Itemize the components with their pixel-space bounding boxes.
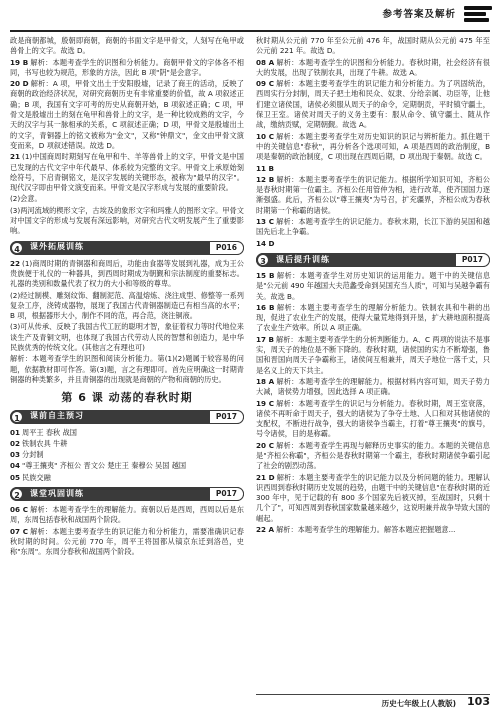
answer-text: 解析：本题考查学生的识记与分析能力。春秋时期，周王室衰落，诸侯不再听命于周天子，强大的诸侯为了争夺土地、人口和对其他诸侯的支配权，不断进行战争，强大的诸侯争当霸主，打着"尊王攘夷"的旗号，号令诸侯，目的是称霸。: [256, 398, 490, 439]
section-bar: [10, 410, 244, 424]
answer-text: 解析：本题考查学生的理解能力。根据材料内容可知，周天子势力大减，诸侯势力增强，因此选择 A 项正确。: [256, 376, 490, 397]
page-number: 103: [467, 695, 490, 708]
answer-item: [10, 473, 244, 483]
section-title: 课外拓展训练: [30, 242, 84, 252]
answer-number: 06 C: [10, 504, 28, 514]
answer-item: [10, 450, 244, 460]
section-bar: [10, 241, 244, 255]
section-page-ref: P016: [209, 241, 244, 255]
answer-item: [256, 175, 490, 216]
answer-text: 政是商朝都城，殷朝即商朝，商朝的书面文字是甲骨文，人刻写在龟甲或兽骨上的文字。故选 D。: [10, 36, 244, 56]
header-rule: [10, 30, 490, 32]
answer-number: 20 D: [10, 79, 29, 89]
section-page-ref: P017: [209, 410, 244, 424]
left-column: [10, 36, 244, 686]
answer-text: 分封制: [22, 450, 44, 460]
answer-number: 20 C: [256, 440, 274, 450]
answer-number: 21: [10, 152, 21, 162]
answer-item: [256, 271, 490, 302]
answer-number: 04: [10, 461, 21, 471]
answer-text: 解析：A 项，甲骨文出土于安阳殷墟，记录了商王的活动，反映了商朝的政治经济状况，对研究商朝历史有非常重要的价值，故 A 项叙述正确；B 项，我国有文字可考的历史从商朝开始，B 项叙述正确；C 项，甲骨文是殷墟出土的刻在龟甲和兽骨上的文字，是一种比较成熟的文字，今天的汉字与其一脉相承的关系，C 项叙述正确；D 项，甲骨文是殷墟出土的文字，青铜器上的铭文被称为"金文"，又称"钟鼎文"，金文由甲骨文演变而来，D 项叙述错误。故选 D。: [10, 79, 244, 150]
answer-text: "尊王攘夷" 齐桓公 晋文公 楚庄王 秦穆公 吴国 越国: [22, 461, 187, 471]
answer-text: 解析：本题主要考查学生的理解分析能力。铁制农具和牛耕的出现，促进了农业生产的发展，使得大量荒地得到开垦，扩大耕地面积提高了农业生产效率。所以 A 项正确。: [256, 302, 490, 333]
answer-number: 14 D: [256, 238, 275, 248]
answer-number: 17 B: [256, 334, 274, 344]
answer-text: 解析：本题主要考查学生对历史知识的识记与辨析能力。抓住题干中的关键信息"春秋"，再分析各个选项可知，A 项是西周的政治制度，B 项是秦朝的政治制度，C 项出现在西周后期，D 项出现于秦朝。故选 C。: [256, 131, 490, 162]
right-column: [256, 36, 490, 686]
answer-number: 16 B: [256, 302, 275, 312]
header-title: 参考答案及解析: [382, 9, 456, 20]
answer-item: [10, 322, 244, 353]
answer-item: [10, 194, 244, 204]
answer-item: [10, 505, 244, 526]
page-header: [0, 0, 500, 30]
answer-item: [10, 354, 244, 385]
answer-number: 08 A: [256, 57, 275, 67]
answer-item: [256, 217, 490, 238]
section-title: 课后提升训练: [276, 254, 330, 264]
answer-text: 铁制农具 牛耕: [22, 438, 68, 448]
answer-number: 03: [10, 450, 21, 460]
answer-text: (2)经过制模、雕刻纹饰、翻制泥范、高温熔炼、浇注成型、修整等一系列复杂工序，浇铸成器物，展现了我国古代青铜器制造已有相当高的水平；B 项，根据器形大小，制作不同的范，再合范，浇注铜液。: [10, 290, 244, 321]
answer-number: 07 C: [10, 526, 28, 536]
answer-item: [10, 527, 244, 558]
answer-text: 解析：本题考查学生对历史知识的运用能力。题干中的关键信息是"公元前 490 年越国大夫范蠡受命到吴国充当人质"，可知与吴越争霸有关。故选 B。: [256, 270, 490, 301]
section-title: 课堂巩固训练: [30, 488, 84, 498]
answer-text: 解析：本题考查学生的理解能力。商朝以后是西周，西周以后是东周，东周包括春秋和战国两个阶段。: [10, 504, 244, 525]
answer-item: [10, 36, 244, 57]
answer-text: (1)中国商周时期刻写在龟甲和牛、羊等兽骨上的文字，甲骨文是中国已发现的古代文字中年代最早、体系较为完整的文字。甲骨文上承原始刻绘符号，下启青铜铭文，是汉字发展的关键形态，被称为"最早的汉字"。现代汉字即由甲骨文演变而来。甲骨文是汉字形成与发展的重要阶段。: [10, 152, 244, 193]
answer-text: 解析：本题主要考查学生的识记能力。根据所学知识可知，齐桓公是春秋时期第一位霸主。齐桓公任用管仲为相，进行改革，使齐国国力逐渐强盛。此后，齐桓公以"尊王攘夷"为号召，扩充疆界，齐桓公成为春秋时期第一个称霸的诸侯。: [256, 174, 490, 215]
answer-number: 18 A: [256, 376, 275, 386]
answer-item: [10, 58, 244, 79]
answer-item: [256, 441, 490, 472]
answer-number: 19 B: [10, 57, 29, 67]
answer-item: [256, 58, 490, 79]
answer-text: 解析：本题考查学生的识图和分析能力。商朝甲骨文的字体各不相同，书写也较为规范，形象的方法，因此 B 项"阴"是会意字。: [10, 57, 244, 77]
answer-item: [256, 79, 490, 130]
answer-item: [10, 428, 244, 438]
answer-item: [10, 439, 244, 449]
page-footer: [256, 694, 490, 712]
answer-item: [256, 164, 490, 174]
answer-number: 22: [10, 258, 21, 268]
answer-item: [256, 525, 490, 535]
answer-text: (3)可从传承、反映了我国古代工匠的聪明才智，象征着权力等时代地位来谈生产及青铜文明，也体现了我国古代劳动人民的智慧和创造力，是中华民族优秀的传统文化。(其他言之有理也可): [10, 322, 244, 353]
answer-item: [256, 473, 490, 524]
answer-text: 解析：本题考查学生的识记能力。春秋末期，长江下游的吴国和越国先后北上争霸。: [256, 217, 490, 237]
section-bar: [10, 487, 244, 501]
answer-text: 解析：本题考查学生的识图和阅读分析能力。第(1)(2)题属于较容易的问题，依据教材即可作答。第(3)题，言之有理即可。首先应明确这一时期青铜器的种类繁多，并且青铜器的出现就是商朝的产物和商朝的历史。: [10, 354, 244, 384]
answer-text: 解析：本题考查学生的识图和分析能力。春秋时期，社会经济有很大的发展，出现了铁制农具，出现了牛耕。故选 A。: [256, 57, 490, 77]
answer-item: [256, 132, 490, 163]
answer-text: 解析：本题主要考查学生的分析判断能力。A、C 两项的说法不是事实，周天子的地位是不断下降的。春秋时期，诸侯国的实力不断增强，鲁国和晋国向周天子争霸称王，诸侯间互相兼并，周天子地位一落千丈，只是名义上的天下共主。: [256, 334, 490, 375]
answer-item: [256, 36, 490, 57]
answer-item: [10, 461, 244, 471]
answer-item: [256, 303, 490, 334]
answer-number: 21 D: [256, 472, 275, 482]
section-number: 3: [256, 253, 270, 267]
answer-number: 19 C: [256, 398, 274, 408]
section-page-ref: P017: [209, 487, 244, 501]
answer-number: 02: [10, 438, 21, 448]
answer-text: 解析：本题考查学生再现与解释历史事实的能力。本题的关键信息是"齐桓公称霸"，齐桓公是春秋时期第一个霸主，春秋时期诸侯争霸引起了社会的剧烈动荡。: [256, 440, 490, 471]
answer-text: 解析：本题主要考查学生的识记能力以及分析问题的能力。理解认识西周到春秋时期历史发展的趋势，由题干中的关键信息"在春秋时期的近 300 年中，见于记载的有 800 多个国家先后被灭掉，至战国时，只剩十几个了"，可知西周到春秋国家数量越来越少，这说明兼并战争导致大国的崛起。: [256, 472, 490, 523]
answer-item: [10, 259, 244, 290]
section-title: 课前自主预习: [30, 411, 84, 421]
answer-number: 09 C: [256, 79, 274, 89]
answer-item: [10, 152, 244, 193]
lesson-title: 第 6 课 动荡的春秋时期: [61, 391, 193, 405]
answer-item: [256, 377, 490, 398]
answer-text: 解析：本题主要考查学生的识记能力和分析能力，需要准确识记春秋时期的时间。公元前 770 年，周平王将国都从镐京东迁到洛邑，史称"东周"。东周分春秋和战国两个阶段。: [10, 526, 244, 557]
answer-number: 22 A: [256, 525, 275, 535]
answer-text: (2)会意。: [10, 194, 42, 204]
answer-text: (1)商周时期的青铜器和商周后，功能由食器等发展到礼器，成为王公贵族便于礼仪的一种器具，到西周时期成为朝觐和宗法制度的重要标志。礼器的类别和数量代表了权力的大小和等级的尊卑。: [10, 258, 244, 289]
answer-number: 13 C: [256, 217, 274, 227]
answer-item: [256, 239, 490, 249]
answer-number: 05: [10, 472, 21, 482]
section-number: 4: [10, 241, 24, 255]
answer-number: 11 B: [256, 163, 274, 173]
answer-item: [256, 399, 490, 440]
answer-text: (3)两河流域的楔形文字，古埃及的象形文字和玛雅人的图形文字。甲骨文对中国文字的形成与发展有深远影响，对研究古代文明发展产生了重要影响。: [10, 205, 244, 236]
section-bar: [256, 253, 490, 267]
answer-item: [10, 79, 244, 151]
section-page-ref: P017: [455, 253, 490, 267]
answer-number: 10 C: [256, 131, 274, 141]
answer-text: 周平王 春秋 战国: [22, 427, 77, 437]
answer-number: 15 B: [256, 270, 275, 280]
answer-item: [10, 291, 244, 322]
answer-text: 解析：本题主要考查学生的识记能力和分析能力。为了巩固统治，西周实行分封制，周天子把土地和民众、奴隶、分给亲属、功臣等，让他们建立诸侯国，诸侯必须服从周天子的命令，定期朝贡，平时镇守疆土，保卫王室。诸侯对周天子的义务主要有：服从命令、镇守疆土、随从作战，缴纳贡赋，定期朝觐。故选 A。: [256, 79, 490, 130]
answer-number: 01: [10, 427, 21, 437]
answer-item: [10, 206, 244, 237]
answer-text: 民族交融: [22, 472, 51, 482]
footer-book-title: 历史七年级上(人教版): [381, 699, 456, 708]
section-number: 2: [10, 487, 24, 501]
answer-number: 12 B: [256, 174, 275, 184]
answer-item: [256, 335, 490, 376]
answer-text: 秋时期从公元前 770 年至公元前 476 年，战国时期从公元前 475 年至公元前 221 年。故选 D。: [256, 36, 490, 56]
section-number: 1: [10, 410, 24, 424]
book-logo-icon: [464, 6, 492, 28]
answer-text: 解析：本题考查学生的理解能力。解答本题应把握题意...: [276, 525, 456, 535]
